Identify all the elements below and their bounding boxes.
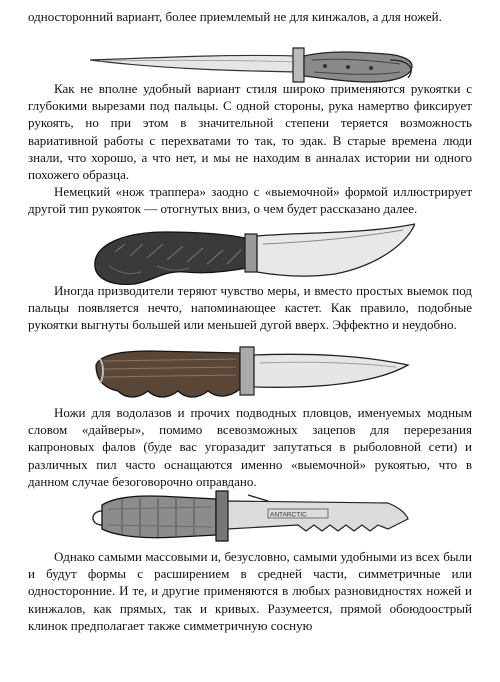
paragraph-diving-knives: Ножи для водолазов и прочих подводных пловцов, именуемых модным словом «дайверы», помимо всевозможных зацепов для перерезания капроновых фалов (буде вас угоразадит запутаться в рыболовной сети) и различных пил часто оснащаются именно «выемочной» рукоятью, что в данном случае безоговорочно оправдано. [28, 405, 472, 489]
text-line-top: односторонний вариант, более приемлемый не для кинжалов, а для ножей. [28, 9, 442, 24]
paragraph-massive-forms: Однако самыми массовыми и, безусловно, самыми удобными из всех были и будут формы с расширением в средней части, симметричные или односторонние. И те, и другие применяются в любых разновидностях ножей и кинжалов, как прямых, так и кривых. Разумеется, прямой обоюдоострый клинок предполагает также симметричную сосную [28, 549, 472, 633]
diving-knife-illustration [88, 485, 410, 547]
svg-text:ANTARCTIC: ANTARCTIC [270, 511, 307, 519]
paragraph-knuckle-handles: Иногда призводители теряют чувство меры, и вместо простых выемок под пальцы появляется нечто, напоминающее кастет. Как правило, подобные рукоятки выгнуты большей или меньшей дугой вверх. Эффектно и неудобно. [28, 283, 472, 333]
knuckle-grip-knife-illustration [90, 343, 410, 403]
paragraph-trapper-knife: Немецкий «нож траппера» заодно с «выемочной» формой иллюстрирует другой тип рукояток — отогнутых вниз, о чем будет рассказано далее. [28, 184, 472, 217]
trapper-knife-illustration [85, 222, 415, 290]
paragraph-finger-grooves: Как не вполне удобный вариант стиля широко применяются рукоятки с глубокими вырезами под пальцы. С одной стороны, рука намертво фиксирует рукоять, но при этом в значительной степени теряется возможность вариативной работы с перехватами то так, то эдак. В старые времена люди знали, что хорошо, а что нет, и мы не находим в анналах истории ни одного похожего образца. [28, 81, 472, 183]
